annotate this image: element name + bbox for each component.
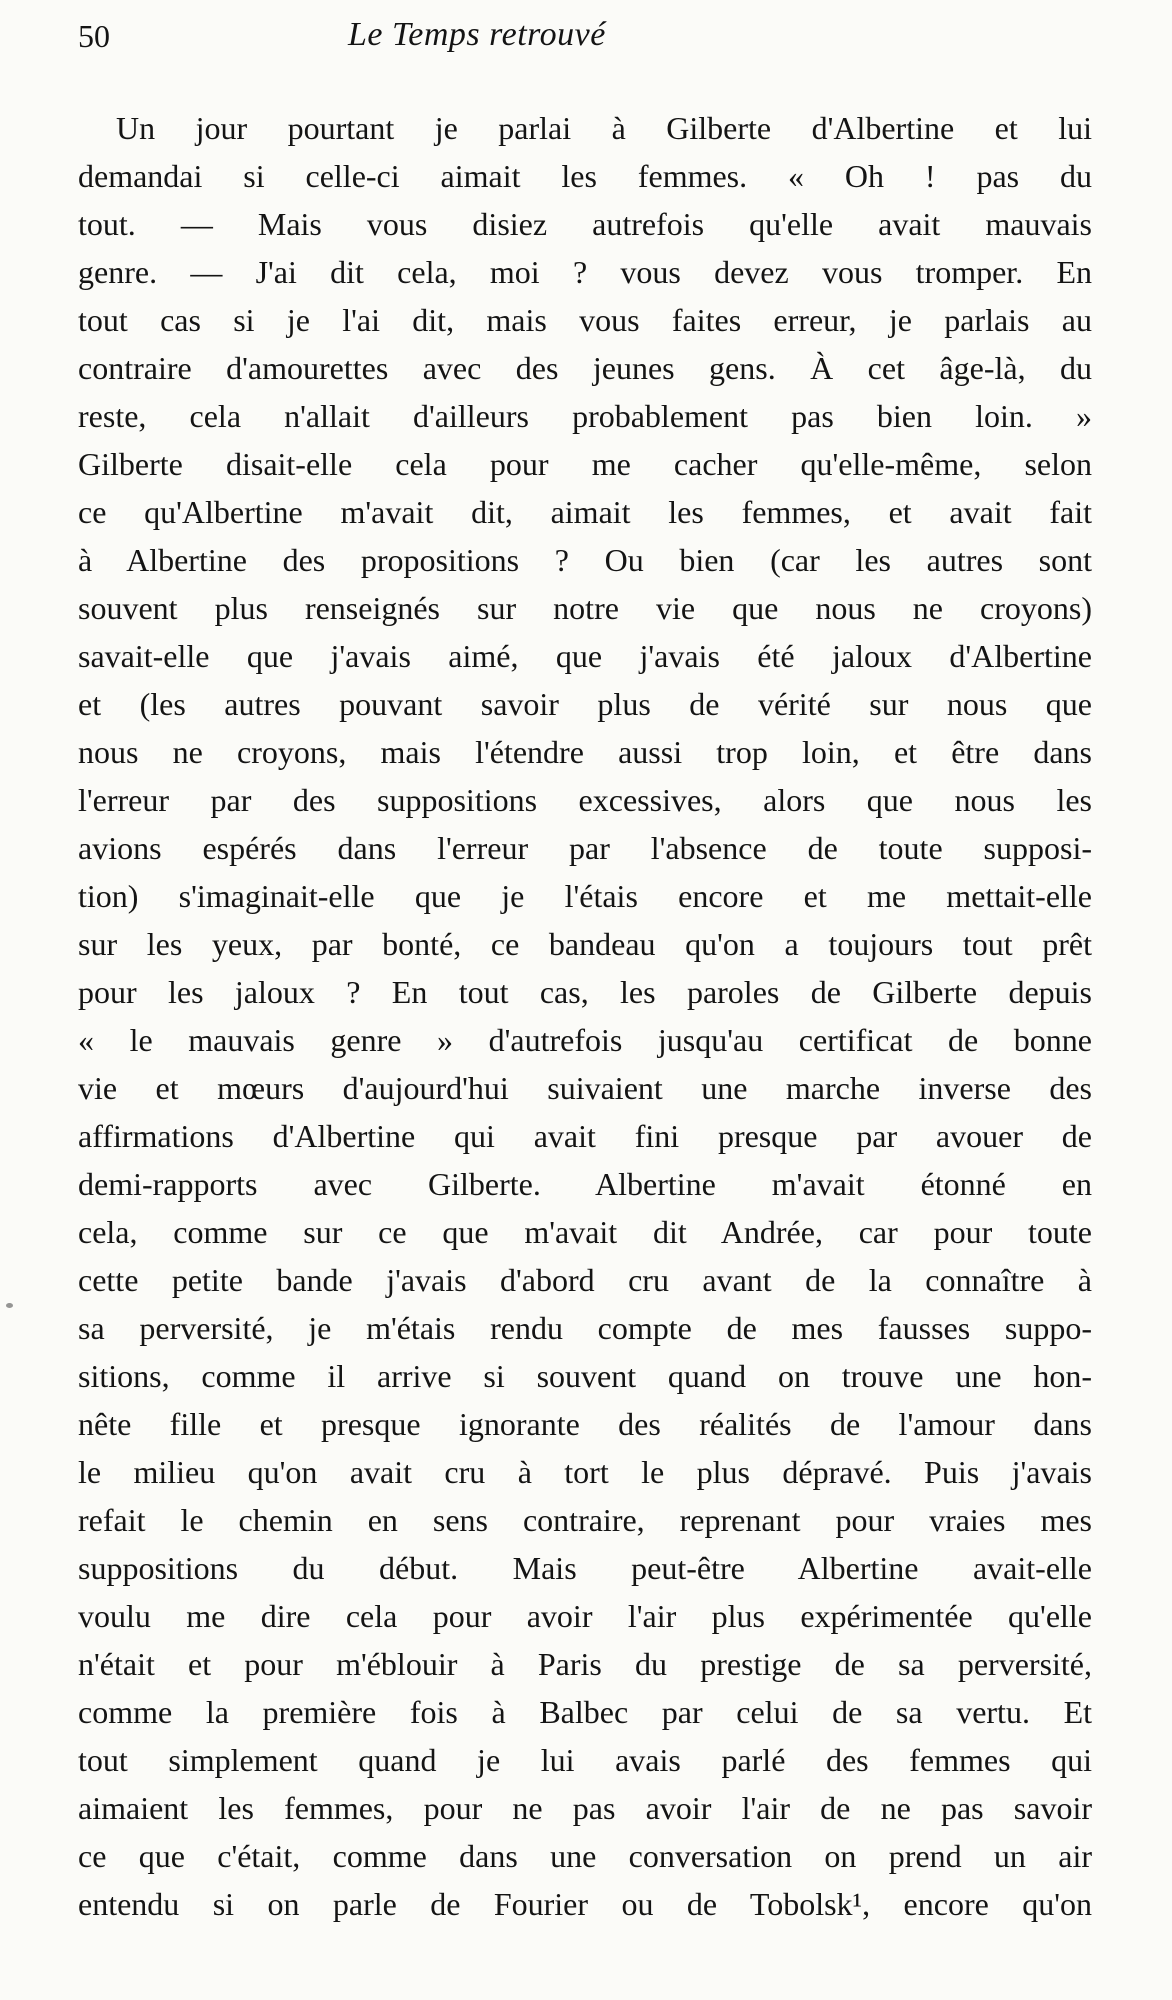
- text-line: tout cas si je l'ai dit, mais vous faites erreur, je parlais au: [78, 302, 1092, 338]
- text-line: n'était et pour m'éblouir à Paris du prestige de sa perversité,: [78, 1646, 1092, 1682]
- text-line: le milieu qu'on avait cru à tort le plus dépravé. Puis j'avais: [78, 1454, 1092, 1490]
- scan-speck: [6, 1303, 13, 1308]
- text-line: tout. — Mais vous disiez autrefois qu'elle avait mauvais: [78, 206, 1092, 242]
- text-line: comme la première fois à Balbec par celui de sa vertu. Et: [78, 1694, 1092, 1730]
- text-line: nous ne croyons, mais l'étendre aussi trop loin, et être dans: [78, 734, 1092, 770]
- text-line: ce qu'Albertine m'avait dit, aimait les femmes, et avait fait: [78, 494, 1092, 530]
- text-line: et (les autres pouvant savoir plus de vérité sur nous que: [78, 686, 1092, 722]
- text-line: entendu si on parle de Fourier ou de Tobolsk¹, encore qu'on: [78, 1886, 1092, 1922]
- text-line: demi-rapports avec Gilberte. Albertine m'avait étonné en: [78, 1166, 1092, 1202]
- text-line: Un jour pourtant je parlai à Gilberte d'Albertine et lui: [116, 110, 1092, 146]
- text-line: sa perversité, je m'étais rendu compte de mes fausses suppo-: [78, 1310, 1092, 1346]
- text-line: souvent plus renseignés sur notre vie que nous ne croyons): [78, 590, 1092, 626]
- page-number: 50: [78, 18, 110, 54]
- text-line: pour les jaloux ? En tout cas, les paroles de Gilberte depuis: [78, 974, 1092, 1010]
- running-title: Le Temps retrouvé: [348, 16, 606, 53]
- text-line: suppositions du début. Mais peut-être Albertine avait-elle: [78, 1550, 1092, 1586]
- text-line: tion) s'imaginait-elle que je l'étais encore et me mettait-elle: [78, 878, 1092, 914]
- text-line: savait-elle que j'avais aimé, que j'avais été jaloux d'Albertine: [78, 638, 1092, 674]
- text-line: sur les yeux, par bonté, ce bandeau qu'on a toujours tout prêt: [78, 926, 1092, 962]
- text-line: tout simplement quand je lui avais parlé des femmes qui: [78, 1742, 1092, 1778]
- text-line: à Albertine des propositions ? Ou bien (car les autres sont: [78, 542, 1092, 578]
- text-line: avions espérés dans l'erreur par l'absence de toute supposi-: [78, 830, 1092, 866]
- text-line: Gilberte disait-elle cela pour me cacher qu'elle-même, selon: [78, 446, 1092, 482]
- text-line: sitions, comme il arrive si souvent quand on trouve une hon-: [78, 1358, 1092, 1394]
- text-line: cette petite bande j'avais d'abord cru avant de la connaître à: [78, 1262, 1092, 1298]
- text-line: « le mauvais genre » d'autrefois jusqu'au certificat de bonne: [78, 1022, 1092, 1058]
- text-line: ce que c'était, comme dans une conversation on prend un air: [78, 1838, 1092, 1874]
- text-line: demandai si celle-ci aimait les femmes. « Oh ! pas du: [78, 158, 1092, 194]
- page-header: [78, 16, 1092, 68]
- text-line: affirmations d'Albertine qui avait fini presque par avouer de: [78, 1118, 1092, 1154]
- text-line: genre. — J'ai dit cela, moi ? vous devez vous tromper. En: [78, 254, 1092, 290]
- text-line: nête fille et presque ignorante des réalités de l'amour dans: [78, 1406, 1092, 1442]
- text-line: cela, comme sur ce que m'avait dit Andrée, car pour toute: [78, 1214, 1092, 1250]
- text-line: voulu me dire cela pour avoir l'air plus expérimentée qu'elle: [78, 1598, 1092, 1634]
- text-line: reste, cela n'allait d'ailleurs probablement pas bien loin. »: [78, 398, 1092, 434]
- text-line: refait le chemin en sens contraire, reprenant pour vraies mes: [78, 1502, 1092, 1538]
- text-line: vie et mœurs d'aujourd'hui suivaient une marche inverse des: [78, 1070, 1092, 1106]
- text-line: contraire d'amourettes avec des jeunes gens. À cet âge-là, du: [78, 350, 1092, 386]
- body-paragraph: [78, 104, 1092, 1928]
- text-line: l'erreur par des suppositions excessives, alors que nous les: [78, 782, 1092, 818]
- text-line: aimaient les femmes, pour ne pas avoir l'air de ne pas savoir: [78, 1790, 1092, 1826]
